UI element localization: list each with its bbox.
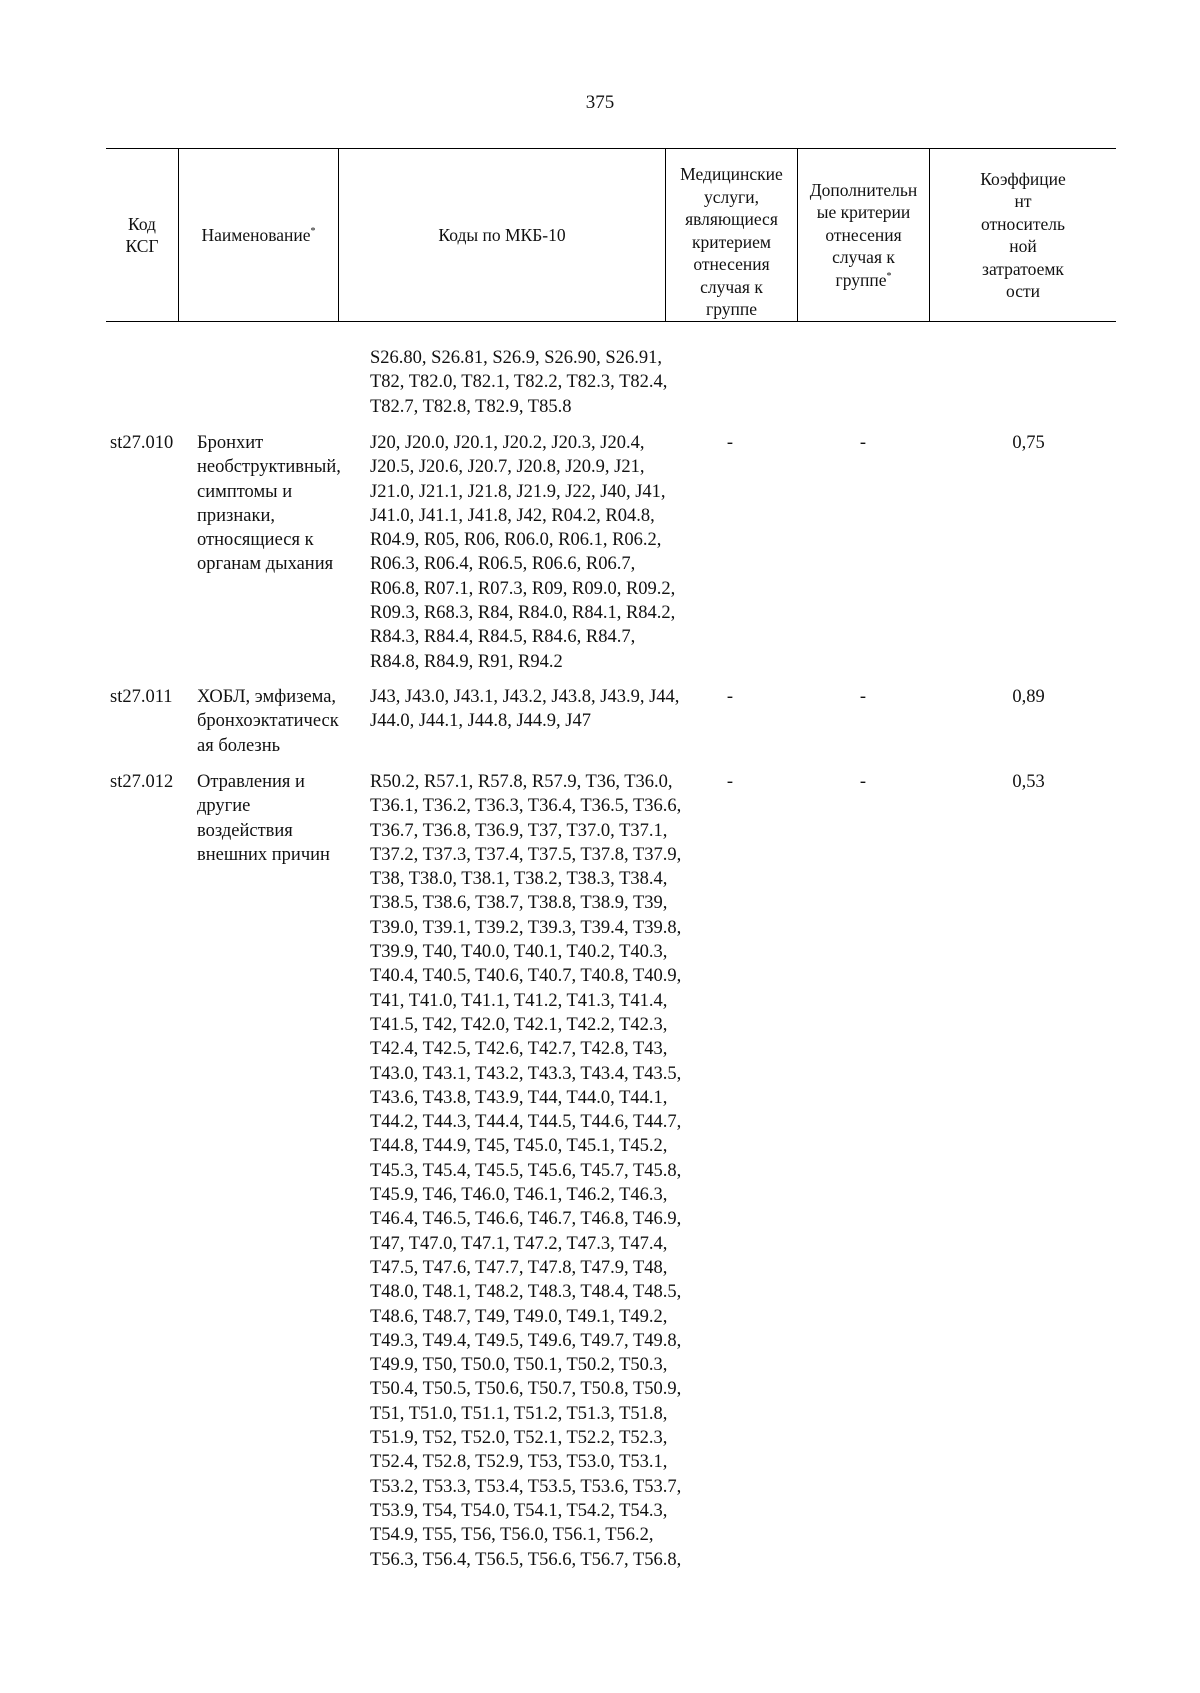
table-cell-icd-line: T37.2, T37.3, T37.4, T37.5, T37.8, T37.9, [370,844,682,865]
table-cell-icd-line: T47.5, T47.6, T47.7, T47.8, T47.9, T48, [370,1257,668,1278]
table-cell-name-line: ая болезнь [197,735,281,756]
table-cell-icd-line: T45.3, T45.4, T45.5, T45.6, T45.7, T45.8, [370,1160,682,1181]
page-number: 375 [585,92,615,113]
table-cell-icd-line: T39.0, T39.1, T39.2, T39.3, T39.4, T39.8, [370,917,682,938]
header-name-label: Наименование [201,224,311,245]
table-cell-name-line: ХОБЛ, эмфизема, [197,687,337,707]
header-services-line: услуги, [704,186,759,207]
header-coef-line: затратоемк [982,258,1064,279]
table-cell-icd-line: T43.0, T43.1, T43.2, T43.3, T43.4, T43.5, [370,1063,682,1084]
header-criteria-line: отнесения [825,224,902,245]
table-cell-name [197,431,357,577]
header-code-line: Код [128,213,156,234]
header-code-line: КСГ [125,236,159,256]
table-cell-icd-line: T51, T51.0, T51.1, T51.2, T51.3, T51.8, [370,1403,668,1424]
table-cell-icd-line: T36.7, T36.8, T36.9, T37, T37.0, T37.1, [370,820,668,841]
table-cell-icd-line: T43.6, T43.8, T43.9, T44, T44.0, T44.1, [370,1087,668,1108]
table-cell-icd-line: T56.3, T56.4, T56.5, T56.6, T56.7, T56.8, [370,1549,682,1570]
table-cell-icd-line: R04.9, R05, R06, R06.0, R06.1, R06.2, [370,530,662,551]
header-criteria-line-text: группе [835,269,887,290]
table-cell-code: st27.011 [110,687,173,707]
table-cell-icd [370,770,700,1572]
table-cell-icd-line: J41.0, J41.1, J41.8, J42, R04.2, R04.8, [370,505,655,526]
table-cell-name-line: органам дыхания [197,554,334,575]
header-coef-line: ной [1009,236,1037,256]
header-coef-line: Коэффицие [980,168,1066,189]
header-name [178,149,338,321]
table-cell-name-line: необструктивный, [197,457,341,478]
table-cell-name [197,685,357,758]
table-cell-icd-line: T38, T38.0, T38.1, T38.2, T38.3, T38.4, [370,869,668,890]
header-coef-line: относитель [981,213,1065,234]
table-cell-name-line: Бронхит [197,433,264,453]
table-cell-services: - [726,772,734,792]
header-icd [338,149,665,321]
table-cell-icd-line: T45.9, T46, T46.0, T46.1, T46.2, T46.3, [370,1185,668,1206]
table-cell-coef: 0,89 [1012,687,1045,707]
table-cell-icd-line: T49.9, T50, T50.0, T50.1, T50.2, T50.3, [370,1355,668,1376]
table-cell-icd-line: T46.4, T46.5, T46.6, T46.7, T46.8, T46.9, [370,1209,682,1230]
header-services-line: Медицинские [680,164,783,185]
table-cell-icd [370,431,700,674]
table-cell-icd-line: T44.2, T44.3, T44.4, T44.5, T44.6, T44.7, [370,1112,682,1133]
table-cell-icd-line: T53.9, T54, T54.0, T54.1, T54.2, T54.3, [370,1500,668,1521]
header-icd-label: Коды по МКБ-10 [438,224,566,245]
header-services-line: отнесения [693,254,770,275]
header-criteria-mark: * [886,270,892,282]
header-criteria [797,149,929,321]
table-cell-name-line: относящиеся к [197,530,314,551]
header-coef [929,149,1116,321]
table-cell-icd-line: T48.6, T48.7, T49, T49.0, T49.1, T49.2, [370,1306,668,1327]
table-cell-icd-line: J43, J43.0, J43.1, J43.2, J43.8, J43.9, J44, [370,687,680,707]
header-services-line: критерием [691,231,771,252]
header-services-line: являющиеся [685,209,778,230]
table-cell-icd-line: T47, T47.0, T47.1, T47.2, T47.3, T47.4, [370,1233,668,1254]
table-cell-icd-line: T48.0, T48.1, T48.2, T48.3, T48.4, T48.5, [370,1282,682,1303]
table-cell-name-line: другие [197,796,251,817]
table-cell-icd-line: T38.5, T38.6, T38.7, T38.8, T38.9, T39, [370,893,668,914]
header-coef-line: ости [1006,281,1040,301]
table-cell-icd-line: T53.2, T53.3, T53.4, T53.5, T53.6, T53.7, [370,1476,682,1497]
header-criteria-line: случая к [832,247,895,268]
header-services-line: случая к [700,276,763,297]
table-header [106,148,1116,322]
header-coef-line: нт [1014,191,1032,211]
table-cell-name [197,770,357,867]
table-cell-icd-line: T50.4, T50.5, T50.6, T50.7, T50.8, T50.9, [370,1379,682,1400]
table-cell-icd [370,346,700,419]
table-cell-icd-line: J44.0, J44.1, J44.8, J44.9, J47 [370,711,591,732]
table-cell-icd-line: R06.3, R06.4, R06.5, R06.6, R06.7, [370,554,636,575]
table-cell-icd-line: T54.9, T55, T56, T56.0, T56.1, T56.2, [370,1525,654,1546]
table-cell-name-line: внешних причин [197,844,330,865]
header-services [665,149,797,321]
table-cell-code: st27.010 [110,433,174,453]
table-cell-name-line: симптомы и [197,481,293,502]
table-cell-icd-line: T52.4, T52.8, T52.9, T53, T53.0, T53.1, [370,1452,668,1473]
table-cell-icd-line: T42.4, T42.5, T42.6, T42.7, T42.8, T43, [370,1039,668,1060]
table-cell-icd-line: R09.3, R68.3, R84, R84.0, R84.1, R84.2, [370,603,676,624]
table-cell-name-line: бронхоэктатическ [197,711,339,732]
header-code [106,149,178,321]
table-cell-name-line: Отравления и [197,772,305,792]
table-cell-coef: 0,53 [1012,772,1045,792]
header-criteria-line: ые критерии [816,202,911,223]
table-cell-icd-line: T41, T41.0, T41.1, T41.2, T41.3, T41.4, [370,990,668,1011]
table-cell-services: - [726,433,734,453]
table-cell-icd-line: R06.8, R07.1, R07.3, R09, R09.0, R09.2, [370,578,676,599]
header-criteria-line: Дополнительн [809,179,918,200]
table-cell-code: st27.012 [110,772,174,792]
table-cell-icd-line: S26.80, S26.81, S26.9, S26.90, S26.91, [370,348,662,368]
table-cell-name-line: признаки, [197,505,275,526]
table-cell-icd-line: R84.3, R84.4, R84.5, R84.6, R84.7, [370,627,636,648]
table-cell-icd-line: T82.7, T82.8, T82.9, T85.8 [370,396,572,417]
table-cell-icd-line: T51.9, T52, T52.0, T52.1, T52.2, T52.3, [370,1428,668,1449]
table-cell-icd-line: T40.4, T40.5, T40.6, T40.7, T40.8, T40.9, [370,966,682,987]
table-cell-icd-line: T49.3, T49.4, T49.5, T49.6, T49.7, T49.8, [370,1330,682,1351]
table-cell-coef: 0,75 [1012,433,1045,453]
table-cell-icd-line: T36.1, T36.2, T36.3, T36.4, T36.5, T36.6, [370,796,682,817]
table-cell-criteria: - [859,687,867,707]
header-name-mark: * [310,225,316,237]
table-cell-icd-line: T44.8, T44.9, T45, T45.0, T45.1, T45.2, [370,1136,668,1157]
table-cell-icd-line: T82, T82.0, T82.1, T82.2, T82.3, T82.4, [370,372,668,393]
table-cell-services: - [726,687,734,707]
table-cell-criteria: - [859,433,867,453]
table-cell-icd-line: T41.5, T42, T42.0, T42.1, T42.2, T42.3, [370,1014,668,1035]
table-cell-icd-line: R50.2, R57.1, R57.8, R57.9, T36, T36.0, [370,772,673,792]
table-cell-icd-line: J21.0, J21.1, J21.8, J21.9, J22, J40, J41, [370,481,666,502]
header-services-line: группе [706,299,757,320]
table-cell-icd-line: J20, J20.0, J20.1, J20.2, J20.3, J20.4, [370,433,645,453]
header-criteria-line [810,269,918,292]
table-cell-name-line: воздействия [197,820,293,841]
table-cell-icd-line: J20.5, J20.6, J20.7, J20.8, J20.9, J21, [370,457,645,478]
table-cell-criteria: - [859,772,867,792]
table-cell-icd-line: R84.8, R84.9, R91, R94.2 [370,651,563,672]
table-cell-icd-line: T39.9, T40, T40.0, T40.1, T40.2, T40.3, [370,942,668,963]
table-cell-icd [370,685,700,734]
